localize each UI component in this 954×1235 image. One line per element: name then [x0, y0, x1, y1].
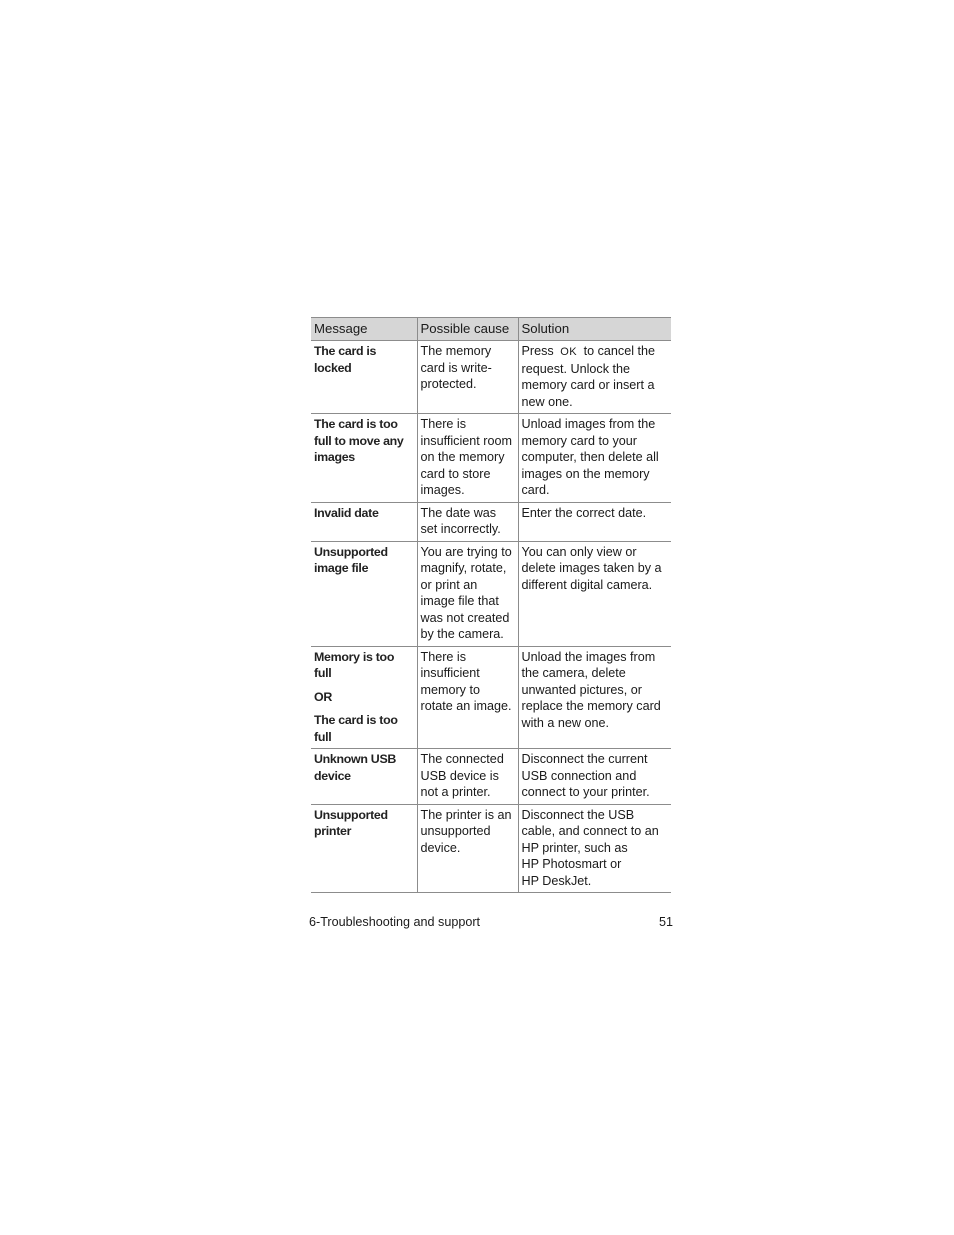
message-line: Memory is too full [314, 649, 395, 680]
cause-cell: The connected USB device is not a printer. [417, 749, 518, 805]
solution-text: to cancel the request. Unlock the memory card or insert a new one. [521, 344, 656, 409]
solution-line: HP Photosmart or [521, 857, 622, 871]
table-row [311, 341, 671, 414]
solution-cell: Enter the correct date. [518, 502, 671, 541]
page-number: 51 [659, 915, 674, 929]
solution-cell: Unload the images from the camera, delete unwanted pictures, or replace the memory card with a new one. [518, 646, 671, 749]
message-cell: The card is locked [311, 341, 417, 414]
ok-key-label: OK [560, 346, 578, 358]
header-solution: Solution [518, 318, 671, 341]
solution-text: Press [521, 344, 558, 358]
message-cell: The card is too full to move any images [311, 414, 417, 503]
table-row [311, 749, 671, 805]
solution-cell [518, 341, 671, 414]
message-cell: Invalid date [311, 502, 417, 541]
solution-cell [518, 804, 671, 893]
cause-cell: The printer is an unsupported device. [417, 804, 518, 893]
solution-cell: You can only view or delete images taken by a different digital camera. [518, 541, 671, 646]
message-line: The card is too full [314, 713, 398, 744]
message-cell: Unsupported printer [311, 804, 417, 893]
table-row [311, 646, 671, 749]
header-message: Message [311, 318, 417, 341]
message-cell: Unknown USB device [311, 749, 417, 805]
footer-section-title: 6-Troubleshooting and support [309, 915, 481, 929]
table-row [311, 502, 671, 541]
cause-cell: You are trying to magnify, rotate, or print an image file that was not created by the camera. [417, 541, 518, 646]
solution-line: Disconnect the USB cable, and connect to an HP printer, such as [521, 807, 659, 855]
solution-line: HP DeskJet. [521, 873, 592, 888]
cause-cell: The memory card is write-protected. [417, 341, 518, 414]
troubleshooting-table [311, 317, 671, 893]
table-row [311, 414, 671, 503]
solution-cell: Unload images from the memory card to your computer, then delete all images on the memory card. [518, 414, 671, 503]
cause-cell: There is insufficient memory to rotate an image. [417, 646, 518, 749]
solution-cell: Disconnect the current USB connection and connect to your printer. [518, 749, 671, 805]
table-row [311, 804, 671, 893]
cause-cell: There is insufficient room on the memory card to store images. [417, 414, 518, 503]
message-or: OR [314, 689, 332, 704]
message-cell [311, 646, 417, 749]
message-cell: Unsupported image file [311, 541, 417, 646]
table-header-row [311, 318, 671, 341]
header-possible-cause: Possible cause [417, 318, 518, 341]
table-row [311, 541, 671, 646]
cause-cell: The date was set incorrectly. [417, 502, 518, 541]
